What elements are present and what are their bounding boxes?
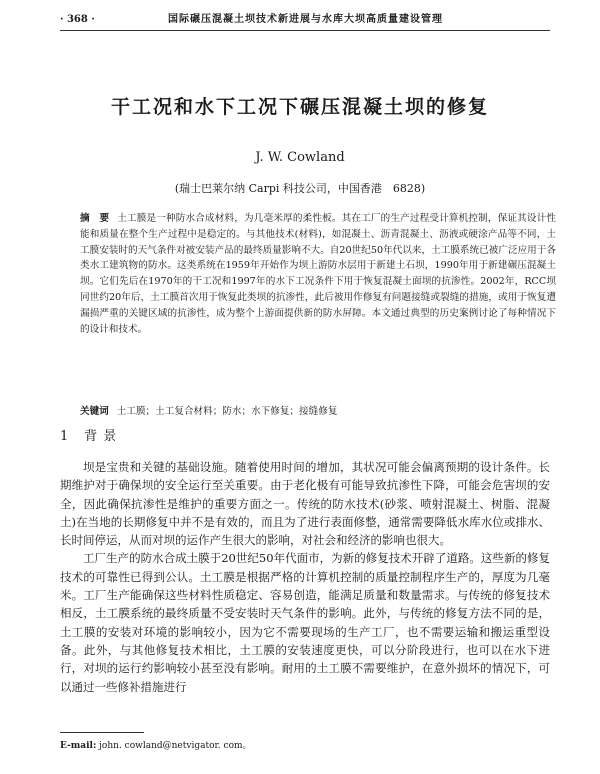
section-number: 1 <box>60 429 69 444</box>
footnote-divider <box>60 732 144 733</box>
section-title: 背景 <box>84 429 123 444</box>
page-number: · 368 · <box>60 14 95 25</box>
keywords-label: 关键词 <box>80 406 109 417</box>
page-header <box>60 12 550 28</box>
footnote <box>60 740 460 752</box>
abstract-label: 摘 要 <box>80 213 110 224</box>
body-paragraph: 工厂生产的防水合成土膜于20世纪50年代面市，为新的修复技术开辟了道路。这些新的修复技术的可靠性已得到公认。土工膜是根据严格的计算机控制的质量控制程序生产的，厚度为几毫米。工厂生产能确保这些材料性质稳定、容易创造，能满足质量和数量需求。与传统的修复技术相反，土工膜系统的最终质量不受安装时天气条件的影响。此外，与传统的修复方法不同的是，土工膜的安装对环境的影响较小，因为它不需要现场的生产工厂，也不需要运输和搬运重型设备。此外，与其他修复技术相比，土工膜的安装速度更快，可以分阶段进行，也可以在水下进行，对坝的运行约影响较小甚至没有影响。耐用的土工膜不需要维护，在意外损坏的情况下，可以通过一些修补措施进行 <box>60 551 550 694</box>
section-body <box>60 458 550 696</box>
article-title: 干工况和水下工况下碾压混凝土坝的修复 <box>110 96 489 118</box>
author-affiliation: (瑞士巴莱尔纳 Carpi 科技公司，中国香港 6828) <box>174 182 426 195</box>
section-heading <box>60 426 360 448</box>
running-title: 国际碾压混凝土坝技术新进展与水库大坝高质量建设管理 <box>168 14 443 25</box>
abstract <box>80 211 556 337</box>
header-divider <box>60 30 550 31</box>
article-author: J. W. Cowland <box>255 150 345 165</box>
abstract-text: 土工膜是一种防水合成材料，为几毫米厚的柔性板。其在工厂的生产过程受计算机控制，保证其设计性能和质量在整个生产过程中是稳定的。与其他技术(材料)，如混凝土、沥青混凝土、沥液或硬涂产品等不同，土工膜安装时的天气条件对被安装产品的最终质量影响不大。自20世纪50年代以来，土工膜系统已被广泛应用于各类水工建筑物的防水。这类系统在1959年开始作为坝上游防水层用于新建土石坝，1990年用于新建碾压混凝土坝。它们先后在1970年的干工况和1997年的水下工况条件下用于恢复混凝土面坝的抗渗性。2002年，RCC坝同世约20年后，土工膜首次用于恢复此类坝的抗渗性，此后被用作修复有问题接缝或裂缝的措施，或用于恢复遭漏损严重的关键区域的抗渗性，成为整个上游面提供新的防水屏障。本文通过典型的历史案例讨论了每种情况下的设计和技术。 <box>80 213 557 335</box>
body-paragraph: 坝是宝贵和关键的基础设施。随着使用时间的增加，其状况可能会偏离预期的设计条件。长期维护对于确保坝的安全运行至关重要。由于老化极有可能导致抗渗性下降，可能会危害坝的安全，因此确保抗渗性是维护的重要方面之一。传统的防水技术(砂浆、喷射混凝土、树脂、混凝土)在当地的长期修复中并不是有效的，而且为了进行表面修整，通常需要降低水库水位或排水、长时间停运，从而对坝的运作产生很大的影响，对社会和经济的影响也很大。 <box>60 460 550 548</box>
footnote-label: E-mail: <box>60 741 97 751</box>
keywords-text: 土工膜；土工复合材料；防水；水下修复；接缝修复 <box>116 406 338 417</box>
keywords <box>80 404 556 419</box>
footnote-email: john. cowland@netvigator. com。 <box>96 741 252 751</box>
